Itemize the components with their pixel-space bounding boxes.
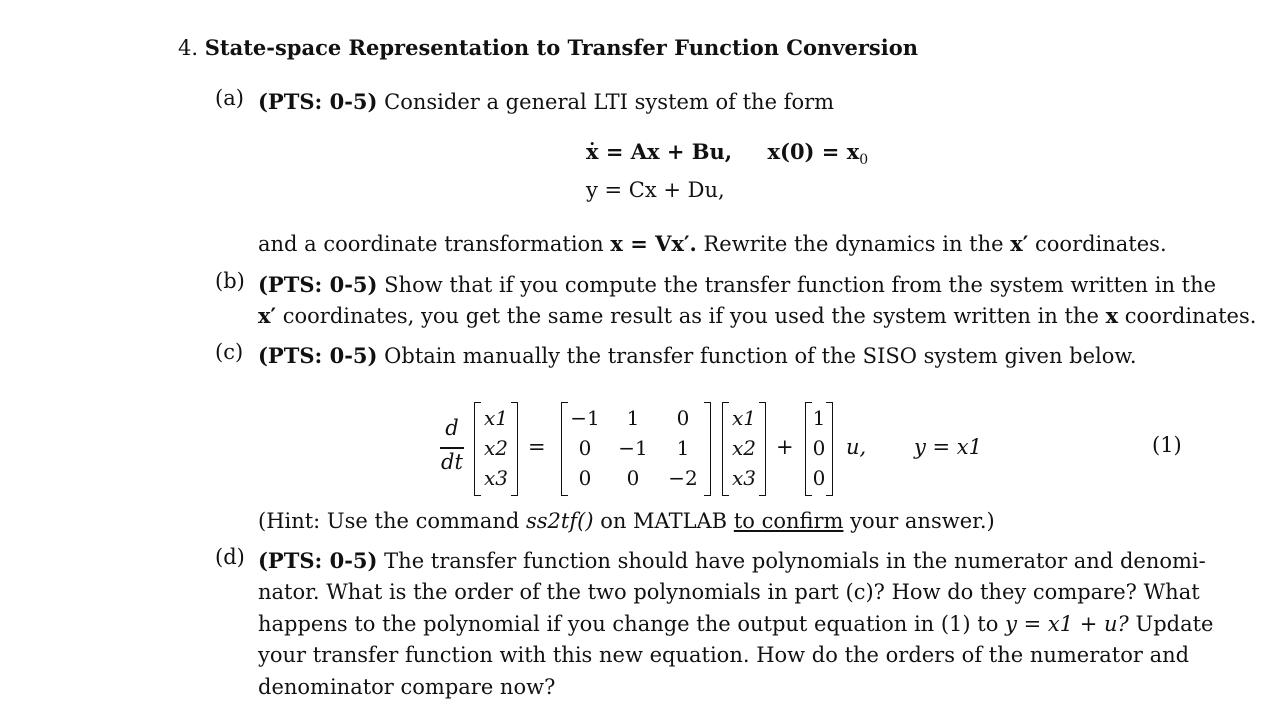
state-eq-lhs: ẋ = Ax + Bu, bbox=[586, 139, 733, 164]
hint-link: to confirm bbox=[733, 509, 844, 533]
x-prime-var: x′ bbox=[1010, 231, 1029, 256]
part-d-label: (d) bbox=[215, 545, 245, 569]
a-matrix bbox=[561, 402, 711, 496]
section-title: State-space Representation to Transfer Function Conversion bbox=[204, 35, 918, 60]
part-a-line2: and a coordinate transformation x = Vx′. Rewrite the dynamics in the x′ coordinates. bbox=[258, 231, 1167, 256]
output-eq-c: y = x1 bbox=[914, 435, 983, 459]
part-d-line5: denominator compare now? bbox=[258, 675, 556, 699]
lhs-x2: x2 bbox=[483, 436, 508, 460]
a-cell: 0 bbox=[578, 436, 592, 460]
part-b-line1: (PTS: 0-5) Show that if you compute the transfer function from the system written in the bbox=[258, 272, 1217, 297]
part-a-points: (PTS: 0-5) bbox=[258, 89, 378, 114]
part-d-line4: your transfer function with this new equation. How do the orders of the numerator and bbox=[258, 643, 1190, 667]
part-d-points: (PTS: 0-5) bbox=[258, 548, 378, 573]
equation-number: (1) bbox=[1152, 433, 1182, 457]
state-vector-lhs bbox=[474, 402, 518, 496]
section-number: 4. bbox=[178, 36, 199, 60]
a-cell: 0 bbox=[676, 406, 690, 430]
hint-line: (Hint: Use the command ss2tf() on MATLAB to confirm your answer.) bbox=[258, 509, 995, 533]
new-output-eq: y = x1 + u? bbox=[1005, 612, 1129, 636]
rhs-x3: x3 bbox=[731, 466, 756, 490]
a-cell: 1 bbox=[676, 436, 690, 460]
equals-sign: = bbox=[528, 435, 546, 459]
a-cell: 0 bbox=[626, 466, 640, 490]
a-cell: −2 bbox=[668, 466, 698, 490]
state-vector-rhs bbox=[722, 402, 766, 496]
part-d-line1: (PTS: 0-5) The transfer function should have polynomials in the numerator and denomi- bbox=[258, 548, 1206, 573]
part-b-line2: x′ coordinates, you get the same result as if you used the system written in the x coordinates. bbox=[258, 303, 1257, 328]
part-a-text1: Consider a general LTI system of the form bbox=[384, 90, 835, 114]
section-heading bbox=[178, 35, 918, 60]
part-c-line1: (PTS: 0-5) Obtain manually the transfer function of the SISO system given below. bbox=[258, 343, 1137, 368]
a-cell: −1 bbox=[618, 436, 648, 460]
state-equation bbox=[586, 139, 868, 168]
b-vector bbox=[805, 402, 833, 496]
part-a-line1 bbox=[258, 86, 834, 118]
hint-command: ss2tf() bbox=[526, 509, 594, 533]
deriv-den: dt bbox=[441, 450, 463, 474]
deriv-bar bbox=[440, 447, 464, 449]
transform-eq: x = Vx′. bbox=[610, 231, 697, 256]
output-equation: y = Cx + Du, bbox=[586, 178, 725, 202]
b-cell: 0 bbox=[812, 466, 826, 490]
initial-condition: $x(0) = x_0$ bbox=[767, 139, 869, 169]
part-d-line3: happens to the polynomial if you change the output equation in (1) to y = x1 + u? Update bbox=[258, 612, 1214, 636]
lhs-x3: x3 bbox=[483, 466, 508, 490]
part-c-points: (PTS: 0-5) bbox=[258, 343, 378, 368]
b-cell: 0 bbox=[812, 436, 826, 460]
lhs-x1: x1 bbox=[483, 406, 508, 430]
rhs-x1: x1 bbox=[731, 406, 756, 430]
input-term: u, bbox=[846, 435, 867, 459]
part-b-label: (b) bbox=[215, 269, 245, 293]
rhs-x2: x2 bbox=[731, 436, 756, 460]
plus-sign: + bbox=[776, 435, 794, 459]
part-d-line2: nator. What is the order of the two polynomials in part (c)? How do they compare? What bbox=[258, 580, 1200, 604]
deriv-num: d bbox=[445, 416, 459, 440]
part-b-points: (PTS: 0-5) bbox=[258, 272, 378, 297]
b-cell: 1 bbox=[812, 406, 826, 430]
part-a-label: (a) bbox=[215, 86, 244, 110]
part-c-label: (c) bbox=[215, 340, 244, 364]
a-cell: −1 bbox=[570, 406, 600, 430]
a-cell: 0 bbox=[578, 466, 592, 490]
a-cell: 1 bbox=[626, 406, 640, 430]
